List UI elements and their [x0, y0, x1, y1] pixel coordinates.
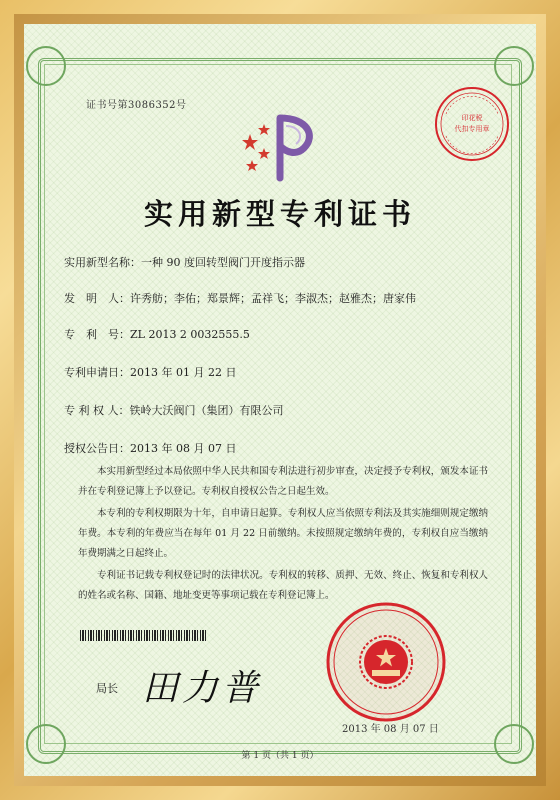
patent-number-label: 专 利 号：	[64, 328, 130, 341]
barcode	[80, 630, 206, 641]
filing-date-row	[64, 364, 236, 380]
utility-name-label: 实用新型名称：	[64, 256, 141, 269]
seal-date: 2013 年 08 月 07 日	[342, 724, 439, 735]
svg-text:印花税: 印花税	[461, 114, 483, 122]
grant-date-value: 2013 年 08 月 07 日	[130, 442, 237, 455]
director-label: 局长	[96, 682, 118, 695]
agency-seal-icon	[432, 84, 512, 164]
patentee-label: 专 利 权 人：	[64, 404, 130, 417]
grant-date-label: 授权公告日：	[64, 442, 130, 455]
corner-ornament	[26, 46, 66, 86]
body-paragraph-1: 本实用新型经过本局依照中华人民共和国专利法进行初步审查，决定授予专利权，颁发本证书并在专利登记簿上予以登记。专利权自授权公告之日起生效。	[78, 466, 488, 497]
utility-name-value: 一种 90 度回转型阀门开度指示器	[141, 256, 305, 269]
svg-text:代扣专用章: 代扣专用章	[454, 125, 490, 133]
national-ip-office-seal-icon	[324, 600, 448, 724]
body-paragraph-3: 专利证书记载专利权登记时的法律状况。专利权的转移、质押、无效、终止、恢复和专利权人的姓名或名称、国籍、地址变更等事项记载在专利登记簿上。	[78, 570, 488, 601]
patent-number-row	[64, 326, 250, 342]
filing-date-value: 2013 年 01 月 22 日	[130, 366, 237, 379]
patent-office-logo-icon	[230, 112, 330, 182]
grant-date-row	[64, 440, 236, 456]
page-number: 第 1 页（共 1 页）	[241, 751, 319, 761]
certificate-number: 证书号第3086352号	[86, 100, 187, 111]
certificate-title: 实用新型专利证书	[143, 197, 416, 231]
corner-ornament	[494, 46, 534, 86]
patent-number-value: ZL 2013 2 0032555.5	[130, 328, 250, 341]
patentee-value: 铁岭大沃阀门（集团）有限公司	[129, 404, 284, 417]
inventor-label: 发 明 人：	[64, 292, 130, 305]
filing-date-label: 专利申请日：	[64, 366, 130, 379]
inventor-row	[64, 290, 416, 306]
inventor-value: 许秀舫；李佑；郑景辉；孟祥飞；李淑杰；赵雅杰；唐家伟	[130, 292, 416, 305]
frame-inner	[14, 14, 546, 786]
utility-name-row	[64, 254, 305, 270]
certificate-paper	[24, 24, 536, 776]
director-signature: 田力普	[142, 668, 263, 709]
body-paragraph-2: 本专利的专利权期限为十年，自申请日起算。专利权人应当依照专利法及其实施细则规定缴纳年费。本专利的年费应当在每年 01 月 22 日前缴纳。未按照规定缴纳年费的，专利权自应当缴纳年费期满之日起终止。	[78, 508, 488, 559]
patentee-row	[64, 402, 284, 418]
